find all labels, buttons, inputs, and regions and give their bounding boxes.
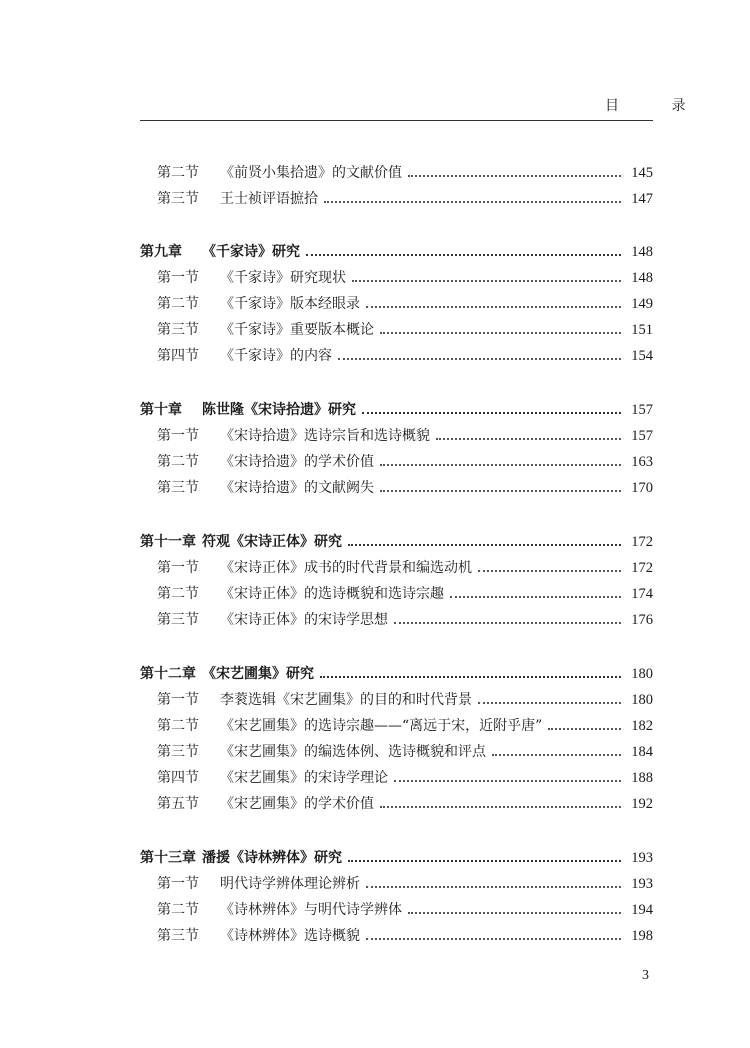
section-title: 《宋诗正体》成书的时代背景和编选动机 — [220, 560, 472, 576]
section-title: 《千家诗》重要版本概论 — [220, 322, 374, 338]
section-title: 李蓘选辑《宋艺圃集》的目的和时代背景 — [220, 692, 472, 708]
dot-leader — [380, 332, 621, 334]
chapter-label: 第九章 — [140, 244, 182, 260]
page-number: 3 — [642, 968, 649, 983]
toc-section-entry — [157, 421, 653, 445]
entry-page-number: 147 — [631, 191, 653, 207]
chapter-label: 第十章 — [140, 402, 182, 418]
section-label: 第三节 — [157, 744, 199, 760]
chapter-label: 第十三章 — [140, 850, 196, 866]
section-title: 王士祯评语摭拾 — [220, 191, 318, 207]
toc-section-entry — [157, 895, 653, 919]
section-label: 第二节 — [157, 718, 199, 734]
entry-page-number: 176 — [631, 612, 653, 628]
entry-page-number: 188 — [631, 770, 653, 786]
section-title: 《宋诗拾遗》选诗宗旨和选诗概貌 — [220, 428, 430, 444]
toc-section-entry — [157, 737, 653, 761]
section-title: 《宋艺圃集》的选诗宗趣——“离远于宋，近附乎唐” — [220, 718, 543, 734]
toc-section-entry — [157, 447, 653, 471]
entry-page-number: 163 — [631, 454, 653, 470]
chapter-title: 陈世隆《宋诗拾遗》研究 — [202, 402, 356, 418]
dot-leader — [450, 596, 621, 598]
dot-leader — [394, 780, 621, 782]
section-title: 《宋诗拾遗》的学术价值 — [220, 454, 374, 470]
running-header-title: 目 录 — [605, 98, 710, 114]
dot-leader — [408, 175, 621, 177]
toc-chapter-entry — [140, 843, 653, 867]
toc-section-entry — [157, 158, 653, 182]
section-label: 第二节 — [157, 165, 199, 181]
section-title: 《千家诗》版本经眼录 — [220, 296, 360, 312]
entry-page-number: 157 — [631, 428, 653, 444]
entry-page-number: 154 — [631, 348, 653, 364]
chapter-title: 《宋艺圃集》研究 — [202, 666, 314, 682]
toc-section-entry — [157, 553, 653, 577]
dot-leader — [324, 201, 621, 203]
entry-page-number: 148 — [631, 244, 653, 260]
entry-page-number: 193 — [631, 876, 653, 892]
entry-page-number: 172 — [631, 560, 653, 576]
section-label: 第三节 — [157, 612, 199, 628]
section-title: 《宋艺圃集》的宋诗学理论 — [220, 770, 388, 786]
entry-page-number: 157 — [631, 402, 653, 418]
toc-section-entry — [157, 605, 653, 629]
dot-leader — [338, 358, 621, 360]
section-label: 第三节 — [157, 928, 199, 944]
dot-leader — [380, 490, 621, 492]
toc-chapter-entry — [140, 395, 653, 419]
entry-page-number: 180 — [631, 666, 653, 682]
section-label: 第二节 — [157, 902, 199, 918]
section-label: 第一节 — [157, 428, 199, 444]
dot-leader — [366, 938, 621, 940]
entry-page-number: 148 — [631, 270, 653, 286]
toc-section-entry — [157, 315, 653, 339]
section-title: 《宋诗正体》的选诗概貌和选诗宗趣 — [220, 586, 444, 602]
section-title: 《诗林辨体》与明代诗学辨体 — [220, 902, 402, 918]
entry-page-number: 172 — [631, 534, 653, 550]
entry-page-number: 145 — [631, 165, 653, 181]
entry-page-number: 170 — [631, 480, 653, 496]
chapter-title: 符观《宋诗正体》研究 — [202, 534, 342, 550]
dot-leader — [306, 254, 621, 256]
dot-leader — [548, 728, 621, 730]
dot-leader — [408, 912, 621, 914]
section-title: 《千家诗》研究现状 — [220, 270, 346, 286]
dot-leader — [380, 806, 621, 808]
section-label: 第三节 — [157, 480, 199, 496]
dot-leader — [320, 676, 621, 678]
section-title: 《前贤小集拾遗》的文献价值 — [220, 165, 402, 181]
toc-section-entry — [157, 763, 653, 787]
dot-leader — [492, 754, 621, 756]
dot-leader — [348, 860, 621, 862]
toc-chapter-entry — [140, 527, 653, 551]
section-label: 第二节 — [157, 586, 199, 602]
dot-leader — [394, 622, 621, 624]
dot-leader — [380, 464, 621, 466]
entry-page-number: 174 — [631, 586, 653, 602]
section-title: 《诗林辨体》选诗概貌 — [220, 928, 360, 944]
toc-section-entry — [157, 711, 653, 735]
chapter-title: 潘援《诗林辨体》研究 — [202, 850, 342, 866]
dot-leader — [362, 412, 621, 414]
toc-section-entry — [157, 579, 653, 603]
toc-chapter-entry — [140, 237, 653, 261]
entry-page-number: 182 — [631, 718, 653, 734]
section-title: 《宋艺圃集》的学术价值 — [220, 796, 374, 812]
dot-leader — [352, 280, 621, 282]
chapter-label: 第十一章 — [140, 534, 196, 550]
dot-leader — [366, 306, 621, 308]
dot-leader — [366, 886, 621, 888]
entry-page-number: 149 — [631, 296, 653, 312]
section-label: 第一节 — [157, 876, 199, 892]
toc-section-entry — [157, 341, 653, 365]
header-rule — [140, 120, 653, 121]
dot-leader — [478, 570, 621, 572]
section-label: 第二节 — [157, 296, 199, 312]
entry-page-number: 198 — [631, 928, 653, 944]
entry-page-number: 184 — [631, 744, 653, 760]
section-label: 第一节 — [157, 270, 199, 286]
dot-leader — [478, 702, 621, 704]
entry-page-number: 194 — [631, 902, 653, 918]
toc-section-entry — [157, 263, 653, 287]
section-label: 第五节 — [157, 796, 199, 812]
section-title: 《宋诗正体》的宋诗学思想 — [220, 612, 388, 628]
section-label: 第三节 — [157, 322, 199, 338]
section-label: 第四节 — [157, 770, 199, 786]
toc-chapter-entry — [140, 659, 653, 683]
chapter-label: 第十二章 — [140, 666, 196, 682]
toc-section-entry — [157, 869, 653, 893]
section-title: 《宋诗拾遗》的文献阙失 — [220, 480, 374, 496]
toc-section-entry — [157, 921, 653, 945]
chapter-title: 《千家诗》研究 — [202, 244, 300, 260]
entry-page-number: 192 — [631, 796, 653, 812]
entry-page-number: 151 — [631, 322, 653, 338]
section-label: 第二节 — [157, 454, 199, 470]
section-label: 第四节 — [157, 348, 199, 364]
toc-section-entry — [157, 685, 653, 709]
entry-page-number: 180 — [631, 692, 653, 708]
section-label: 第三节 — [157, 191, 199, 207]
section-title: 《千家诗》的内容 — [220, 348, 332, 364]
toc-section-entry — [157, 789, 653, 813]
section-title: 明代诗学辨体理论辨析 — [220, 876, 360, 892]
section-title: 《宋艺圃集》的编选体例、选诗概貌和评点 — [220, 744, 486, 760]
dot-leader — [348, 544, 621, 546]
entry-page-number: 193 — [631, 850, 653, 866]
section-label: 第一节 — [157, 560, 199, 576]
toc-section-entry — [157, 473, 653, 497]
section-label: 第一节 — [157, 692, 199, 708]
toc-section-entry — [157, 289, 653, 313]
dot-leader — [436, 438, 621, 440]
toc-section-entry — [157, 184, 653, 208]
